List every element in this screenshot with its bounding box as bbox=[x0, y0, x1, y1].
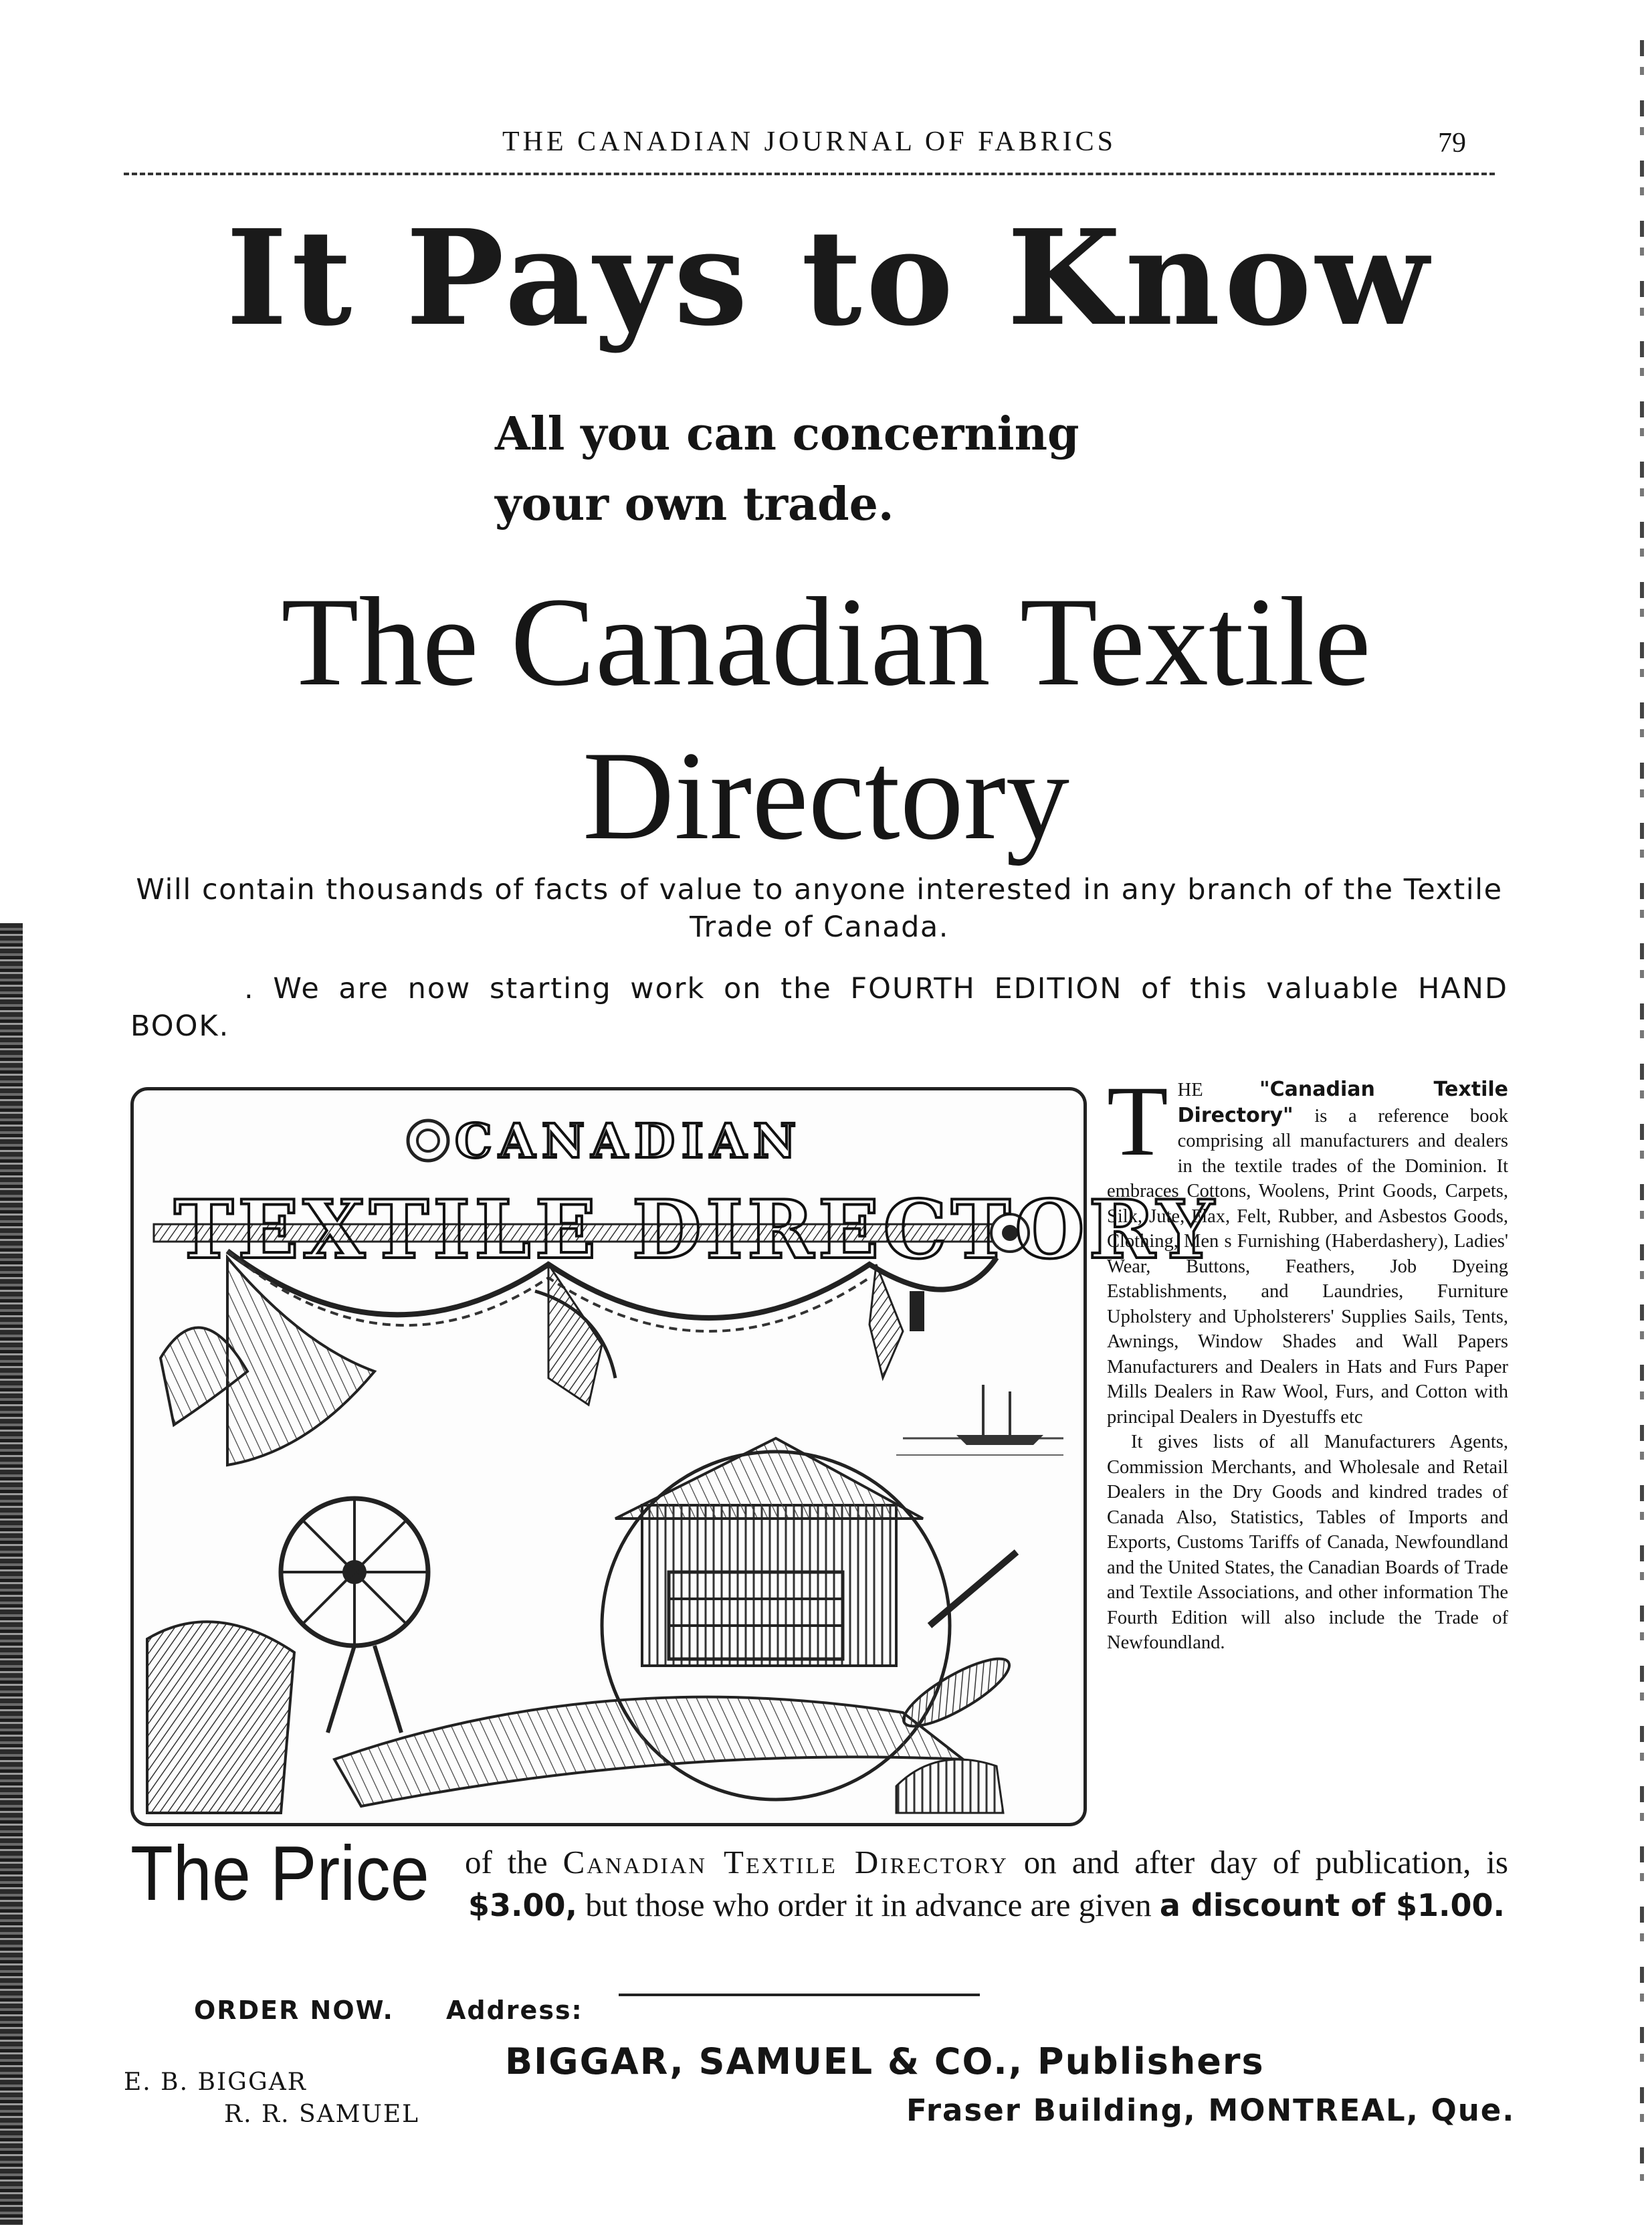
price-heading: The Price bbox=[130, 1830, 429, 1917]
headline: It Pays to Know bbox=[226, 201, 1433, 355]
proprietor-samuel: R. R. SAMUEL bbox=[224, 2101, 420, 2128]
header-rule bbox=[124, 173, 1495, 175]
price-text-3: but those who order it in advance are given bbox=[585, 1887, 1152, 1923]
price-product-name: Canadian Textile Directory bbox=[562, 1844, 1009, 1880]
title-line-2: Directory bbox=[583, 726, 1069, 866]
spinning-wheel bbox=[281, 1498, 428, 1733]
subhead-line-2: your own trade. bbox=[495, 478, 894, 531]
publisher-name: BIGGAR, SAMUEL & CO., Publishers bbox=[505, 2040, 1265, 2083]
address-rule bbox=[619, 1994, 980, 1996]
banner-canadian bbox=[408, 1113, 803, 1169]
price-amount: $3.00, bbox=[468, 1887, 578, 1923]
publisher-address: Fraser Building, MONTREAL, Que. bbox=[906, 2093, 1516, 2128]
drop-cap: T bbox=[1107, 1066, 1168, 1177]
scan-edge-right bbox=[1640, 40, 1644, 2181]
price-discount: a discount of $1.00. bbox=[1159, 1887, 1505, 1923]
banner-directory-text: TEXTILE DIRECTORY bbox=[174, 1183, 1219, 1277]
order-now-label: ORDER NOW. bbox=[194, 1996, 394, 2025]
description-lead: HE bbox=[1177, 1080, 1203, 1100]
banner-canadian-text: CANADIAN bbox=[455, 1113, 803, 1169]
description-paragraph-1: is a reference book comprising all manufacturers and dealers in the textile trades of the Dominion. It embraces Cottons, Woolens, Print Goods, Carpets, Silk, Jute, Flax, Felt, Rubber, and Asbestos Goods, Clothing, Men s Furnishing (Haberdashery), Ladies' Wear, Buttons, Feathers, Job Dyeing Establishments, and Laundries, Furniture Upholstery and Upholsterers' Supplies Sails, Tents, Awnings, Window Shades and Wall Papers Manufacturers and Dealers in Hats and Furs Paper Mills Dealers in Raw Wool, Furs, and Cotton with principal Dealers in Dyestuffs etc bbox=[1107, 1105, 1508, 1428]
scan-edge-left bbox=[0, 923, 23, 2225]
price-paragraph bbox=[465, 1841, 1508, 1927]
proprietor-biggar: E. B. BIGGAR bbox=[124, 2068, 307, 2096]
lead-paragraph: Will contain thousands of facts of value to anyone interested in any branch of the Textile Trade of Canada. bbox=[136, 873, 1503, 944]
running-header: THE CANADIAN JOURNAL OF FABRICS bbox=[502, 126, 1117, 157]
page-number: 79 bbox=[1438, 128, 1466, 159]
directory-name: "Canadian Textile Directory" bbox=[1177, 1078, 1508, 1127]
description-paragraph-2: It gives lists of all Manufacturers Agents, Commission Merchants, and Wholesale and Retail Dealers in the Dry Goods and kindred trades of Canada Also, Statistics, Tables of Imports and Exports, Customs Tariffs of Canada, Newfoundland and the United States, the Canadian Boards of Trade and Textile Associations, and other information The Fourth Edition will also include the Trade of Newfoundland. bbox=[1107, 1432, 1508, 1653]
directory-description bbox=[1107, 1066, 1508, 1656]
price-text-2: on and after day of publication, is bbox=[1023, 1844, 1508, 1880]
title-line-1: The Canadian Textile bbox=[281, 572, 1371, 712]
subhead-line-1: All you can concerning bbox=[495, 407, 1079, 461]
edition-paragraph: . We are now starting work on the FOURTH EDITION of this valuable HAND BOOK. bbox=[130, 972, 1508, 1043]
address-label: Address: bbox=[446, 1996, 583, 2025]
price-text-1: of the bbox=[465, 1844, 548, 1880]
